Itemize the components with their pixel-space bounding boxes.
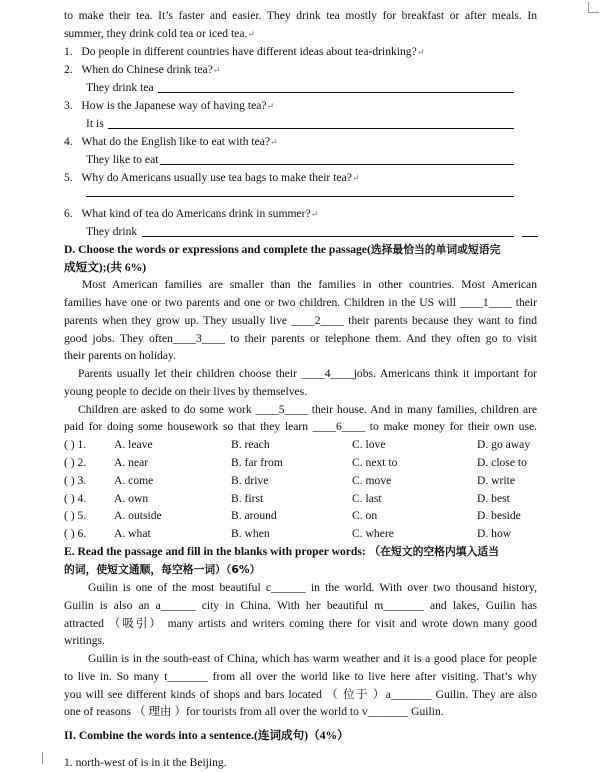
choice-a[interactable]: A. what bbox=[114, 527, 151, 540]
question-2: 2. When do Chinese drink tea?↵ bbox=[64, 63, 221, 76]
answer-line-4[interactable] bbox=[160, 164, 514, 165]
d-p1-line-2: families have one or two parents and one or two children. Children in the US will ____1____ their bbox=[64, 296, 537, 309]
choice-a[interactable]: A. own bbox=[114, 492, 149, 505]
choice-number[interactable]: ( ) 4. bbox=[64, 492, 87, 505]
choice-a[interactable]: A. come bbox=[114, 474, 154, 487]
section-ii-item-1: 1. north-west of is in it the Beijing. bbox=[64, 756, 227, 769]
e-p2-line-2: to live in. So many t_______ from all over the world like to live here after visiting. That’s why bbox=[64, 670, 537, 683]
question-6: 6. What kind of tea do Americans drink in summer?↵ bbox=[64, 207, 319, 220]
answer-stem-4: They like to eat bbox=[86, 153, 159, 166]
d-p1-line-1: Most American families are smaller than the families in other countries. Most American bbox=[82, 278, 537, 291]
e-p2-line-1: Guilin is in the south-east of China, which has warm weather and it is a good place for people bbox=[88, 652, 537, 665]
section-e-heading: E. Read the passage and fill in the blanks with proper words: （在短文的空格内填入适当 bbox=[64, 545, 499, 558]
choice-a[interactable]: A. leave bbox=[114, 438, 153, 451]
choice-c[interactable]: C. love bbox=[352, 438, 386, 451]
answer-line-2[interactable] bbox=[158, 92, 514, 93]
choice-number[interactable]: ( ) 1. bbox=[64, 438, 87, 451]
choice-c[interactable]: C. last bbox=[352, 492, 382, 505]
choice-a[interactable]: A. outside bbox=[114, 509, 162, 522]
crop-mark-bottom-left bbox=[34, 752, 43, 764]
section-e-heading-cont: 的词，使短文通顺，每空格一词）（6%） bbox=[64, 563, 261, 576]
intro-line-2: summer, they drink cold tea or iced tea.↵ bbox=[64, 27, 255, 40]
question-3: 3. How is the Japanese way of having tea?↵ bbox=[64, 99, 275, 112]
question-5: 5. Why do Americans usually use tea bags to make their tea?↵ bbox=[64, 171, 360, 184]
answer-line-3[interactable] bbox=[108, 128, 514, 129]
choice-c[interactable]: C. move bbox=[352, 474, 392, 487]
answer-line-5[interactable] bbox=[86, 196, 514, 197]
e-p1-line-2: Guilin is also an a______ city in China. With her beautiful m_______ and lakes, Guilin has bbox=[64, 599, 537, 612]
answer-stem-3: It is bbox=[86, 117, 104, 130]
choice-d[interactable]: D. go away bbox=[477, 438, 531, 451]
e-p1-line-1: Guilin is one of the most beautiful c______ in the world. With over two thousand history, bbox=[88, 581, 537, 594]
answer-stem-2: They drink tea bbox=[86, 81, 154, 94]
choice-number[interactable]: ( ) 2. bbox=[64, 456, 87, 469]
choice-b[interactable]: B. drive bbox=[231, 474, 269, 487]
d-p1-line-4: good jobs. They often____3____ to their parents or telephone them. And they often go to visit bbox=[64, 332, 537, 345]
e-p1-line-4: writings. bbox=[64, 634, 105, 647]
answer-stem-6: They drink bbox=[86, 225, 138, 238]
choice-d[interactable]: D. close to bbox=[477, 456, 527, 469]
e-p2-line-3: you will see different kinds of shops and bars located （ 位于 ）a_______ Guilin. They are also bbox=[64, 688, 537, 701]
choice-c[interactable]: C. on bbox=[352, 509, 378, 522]
choice-d[interactable]: D. how bbox=[477, 527, 512, 540]
d-p3-line-2: paid for doing some housework so that they learn ____6____ to make money for their own use. bbox=[64, 420, 537, 433]
section-d-heading: D. Choose the words or expressions and complete the passage(选择最恰当的单词或短语完 bbox=[64, 243, 501, 256]
answer-line-6[interactable] bbox=[142, 236, 514, 237]
intro-line-1: to make their tea. It’s faster and easier. They drink tea mostly for breakfast or after meals. In bbox=[64, 9, 537, 22]
e-p2-line-4: one of reasons （ 理由 ）for tourists from all over the world to v_______ Guilin. bbox=[64, 705, 444, 718]
choice-number[interactable]: ( ) 3. bbox=[64, 474, 87, 487]
choice-b[interactable]: B. when bbox=[231, 527, 270, 540]
choice-c[interactable]: C. next to bbox=[352, 456, 398, 469]
question-1: 1. Do people in different countries have different ideas about tea-drinking?↵ bbox=[64, 45, 425, 58]
d-p1-line-5: their parents on holiday. bbox=[64, 349, 176, 362]
d-p3-line-1: Children are asked to do some work ____5____ their house. And in many families, children are bbox=[78, 403, 537, 416]
choice-a[interactable]: A. near bbox=[114, 456, 149, 469]
choice-d[interactable]: D. beside bbox=[477, 509, 521, 522]
question-4: 4. What do the English like to eat with tea?↵ bbox=[64, 135, 278, 148]
section-ii-heading: II. Combine the words into a sentence.(连词成句)（4%） bbox=[64, 729, 349, 742]
e-p1-line-3: attracted （吸引） many artists and writers coming there for visit and wrote down many good bbox=[64, 617, 537, 630]
section-d-heading-cont: 成短文);(共 6%) bbox=[64, 261, 147, 274]
choice-b[interactable]: B. far from bbox=[231, 456, 283, 469]
d-p1-line-3: parents when they grow up. They usually live ____2____ their parents because they want to find bbox=[64, 314, 537, 327]
crop-mark-top-right bbox=[588, 2, 599, 13]
choice-b[interactable]: B. reach bbox=[231, 438, 270, 451]
d-p2-line-1: Parents usually let their children choose their ____4____jobs. Americans think it important for bbox=[78, 367, 537, 380]
d-p2-line-2: young people to decide on their lives by themselves. bbox=[64, 385, 308, 398]
choice-b[interactable]: B. around bbox=[231, 509, 277, 522]
choice-b[interactable]: B. first bbox=[231, 492, 264, 505]
choice-d[interactable]: D. best bbox=[477, 492, 510, 505]
answer-line-6-tail bbox=[522, 236, 538, 237]
choice-c[interactable]: C. where bbox=[352, 527, 394, 540]
choice-number[interactable]: ( ) 5. bbox=[64, 509, 87, 522]
choice-d[interactable]: D. write bbox=[477, 474, 515, 487]
choice-number[interactable]: ( ) 6. bbox=[64, 527, 87, 540]
